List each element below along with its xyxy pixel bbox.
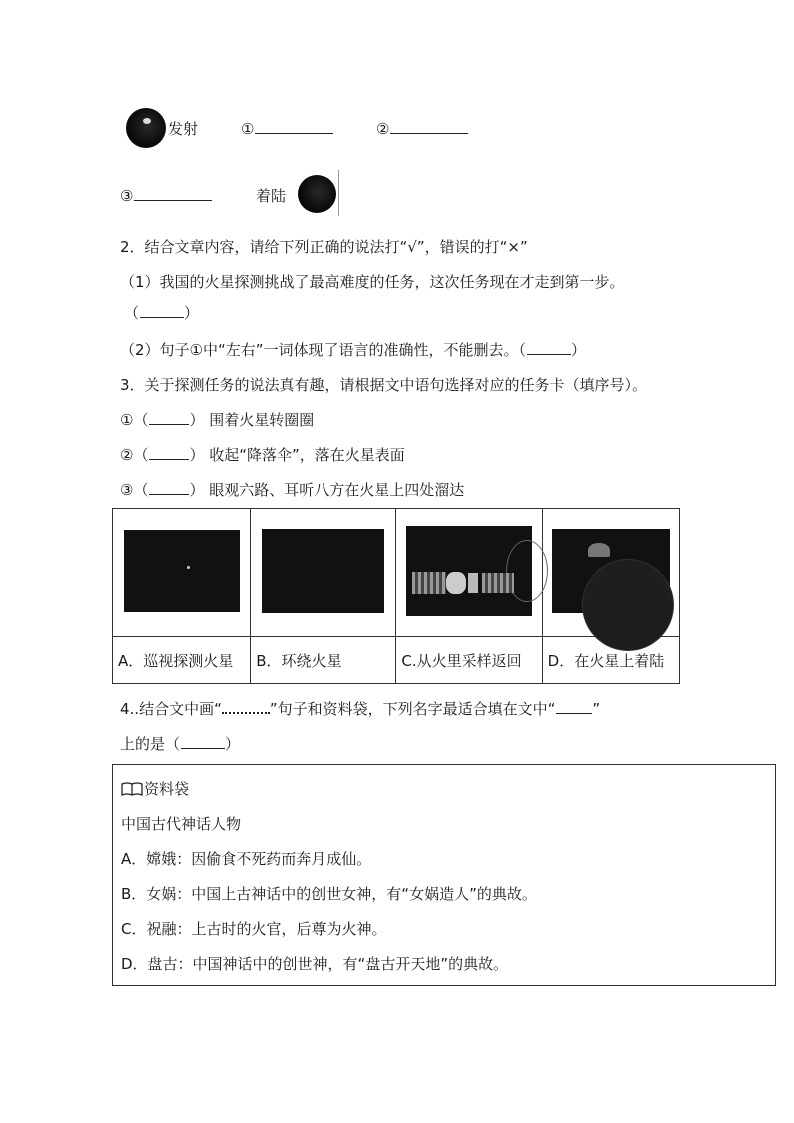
q2-title: 2．结合文章内容，请给下列正确的说法打“√”，错误的打“×”	[120, 238, 528, 256]
step-2-label: ②	[376, 120, 390, 138]
wavy-underline-mark	[222, 698, 270, 714]
q3-item-num: ①（	[120, 411, 149, 429]
q4-text-b: ”句子和资料袋，下列名字最适合填在文中“	[269, 700, 556, 718]
blank-line	[149, 480, 189, 495]
paren-close: ）	[571, 341, 587, 359]
card-c-label: C.从火里采样返回	[396, 637, 542, 684]
paren-close: ）	[225, 735, 241, 753]
q2-item2[interactable]	[120, 340, 586, 360]
landing-label: 着陆	[256, 187, 287, 205]
info-box-title: 资料袋	[144, 780, 190, 798]
q4-text-a: 4..结合文中画“	[120, 700, 222, 718]
launch-planet-image	[126, 108, 166, 148]
task-card-table	[112, 508, 680, 684]
blank-line	[255, 119, 333, 134]
q2-item2-text: （2）句子①中“左右”一词体现了语言的准确性，不能删去。（	[120, 341, 527, 359]
step-3-label: ③	[120, 187, 134, 205]
blank-line	[134, 186, 212, 201]
q4-line2[interactable]	[120, 734, 240, 754]
card-a-label: A．巡视探测火星	[113, 637, 251, 684]
q3-title: 3．关于探测任务的说法真有趣，请根据文中语句选择对应的任务卡（填序号）。	[120, 376, 648, 394]
landing-planet-image	[298, 175, 336, 213]
q4-answer-label: 上的是（	[120, 735, 181, 753]
card-b-label: B．环绕火星	[251, 637, 396, 684]
card-a-image	[124, 530, 240, 612]
q3-item-num: ③（	[120, 481, 149, 499]
q3-item-2[interactable]	[120, 445, 405, 465]
step-1-blank[interactable]	[241, 119, 333, 139]
paren-close: ）	[184, 304, 200, 322]
step-1-label: ①	[241, 120, 255, 138]
info-item-d: D．盘古：中国神话中的创世神，有“盘古开天地”的典故。	[121, 955, 509, 973]
card-b-image-cell	[251, 509, 396, 637]
blank-line	[140, 303, 184, 318]
launch-label: 发射	[168, 120, 199, 138]
book-icon	[121, 781, 143, 802]
info-box-header	[121, 779, 189, 802]
q2-item1-text: （1）我国的火星探测挑战了最高难度的任务，这次任务现在才走到第一步。	[120, 273, 625, 291]
q4-text-c: ”	[592, 700, 601, 718]
info-box-subtitle: 中国古代神话人物	[121, 815, 242, 833]
q3-item-num: ②（	[120, 446, 149, 464]
q3-item-1[interactable]	[120, 410, 314, 430]
q3-item-3[interactable]	[120, 480, 464, 500]
card-a-image-cell	[113, 509, 251, 637]
paren-open: （	[124, 304, 140, 322]
info-item-b: B．女娲：中国上古神话中的创世女神，有“女娲造人”的典故。	[121, 885, 537, 903]
step-2-blank[interactable]	[376, 119, 468, 139]
q2-item1-answer[interactable]	[124, 303, 199, 323]
paren-close: ）	[189, 481, 205, 499]
q3-item-text: 眼观六路、耳听八方在火星上四处溜达	[209, 481, 465, 499]
blank-line[interactable]	[556, 699, 592, 714]
image-edge-line	[338, 170, 339, 216]
blank-line	[181, 734, 225, 749]
blank-line	[390, 119, 468, 134]
card-d-image	[552, 529, 670, 613]
info-item-c: C．祝融：上古时的火官，后尊为火神。	[121, 920, 387, 938]
card-d-image-cell	[542, 509, 679, 637]
card-c-image	[406, 526, 532, 616]
card-b-image	[262, 529, 384, 613]
blank-line	[527, 340, 571, 355]
paren-close: ）	[189, 446, 205, 464]
card-d-label: D．在火星上着陆	[542, 637, 679, 684]
info-box	[112, 764, 776, 986]
q3-item-text: 收起“降落伞”，落在火星表面	[209, 446, 405, 464]
paren-close: ）	[189, 411, 205, 429]
step-3-blank[interactable]	[120, 186, 212, 206]
q3-item-text: 围着火星转圈圈	[209, 411, 315, 429]
blank-line	[149, 410, 189, 425]
blank-line	[149, 445, 189, 460]
info-item-a: A．嫦娥：因偷食不死药而奔月成仙。	[121, 850, 372, 868]
q4-line1	[120, 698, 600, 719]
card-c-image-cell	[396, 509, 542, 637]
